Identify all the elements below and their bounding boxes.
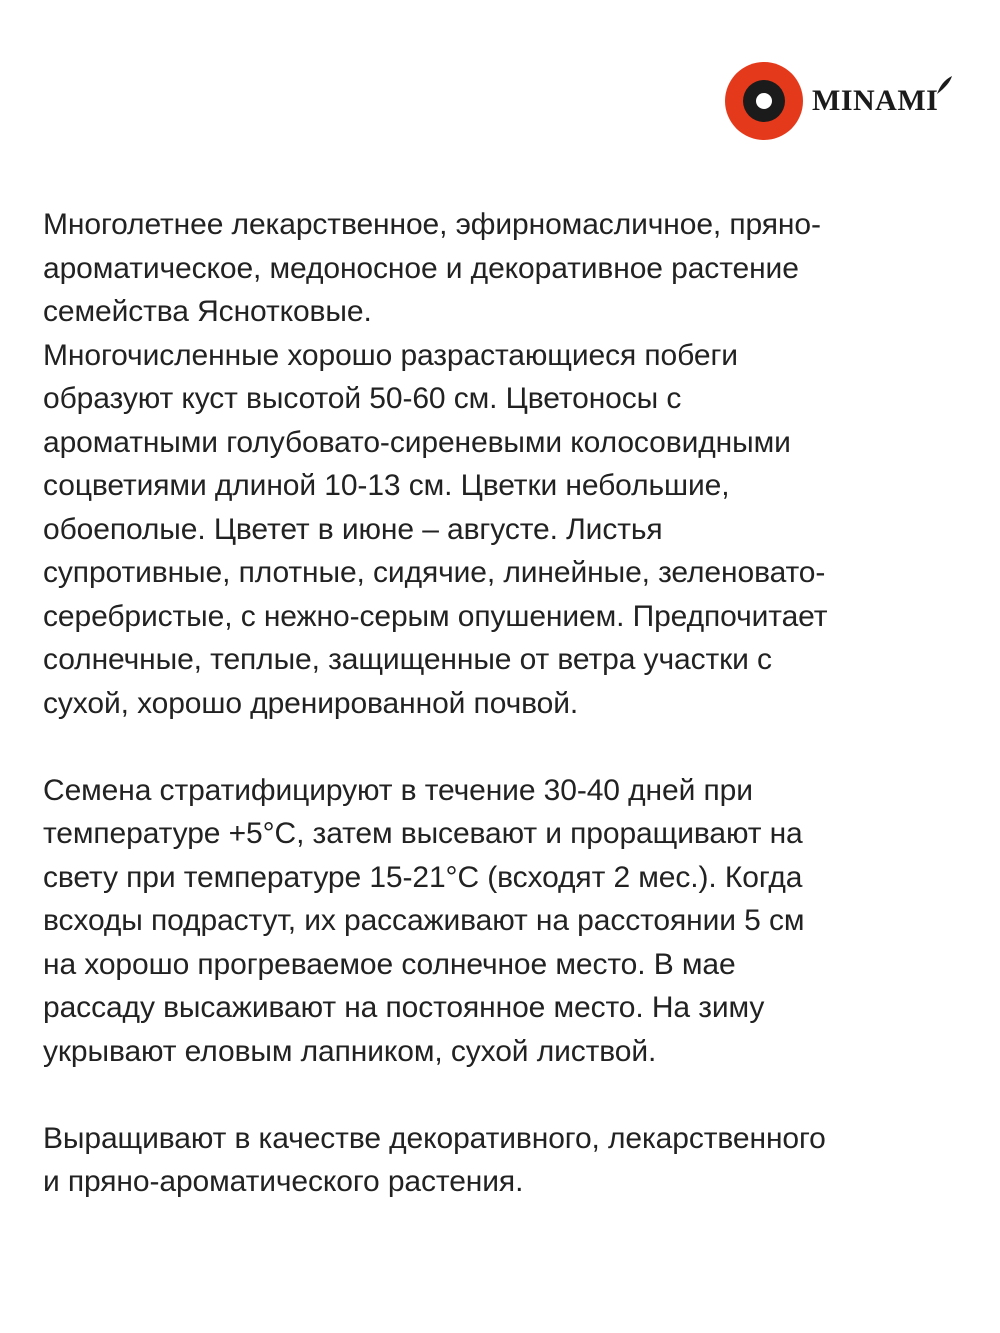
text-line: ароматическое, медоносное и декоративное растение (43, 251, 799, 285)
text-line: Многочисленные хорошо разрастающиеся побеги (43, 338, 738, 372)
text-line: свету при температуре 15-21°С (всходят 2 мес.). Когда (43, 860, 803, 894)
text-line: соцветиями длиной 10-13 см. Цветки небольшие, (43, 469, 730, 502)
text-line: температуре +5°С, затем высевают и проращивают на (43, 817, 803, 850)
text-line: супротивные, плотные, сидячие, линейные, зеленовато- (43, 556, 826, 589)
product-description (43, 203, 963, 1204)
text-line: на хорошо прогреваемое солнечное место. В мае (43, 947, 736, 981)
leaf-icon (934, 74, 954, 96)
description-paragraph-1 (43, 203, 963, 725)
text-line: обоеполые. Цветет в июне – августе. Листья (43, 512, 663, 546)
text-line: серебристые, с нежно-серым опушением. Предпочитает (43, 599, 828, 633)
description-paragraph-3 (43, 1117, 963, 1204)
text-line: семейства Яснотковые. (43, 295, 372, 328)
brand-logo (725, 62, 938, 140)
text-line: укрывают еловым лапником, сухой листвой. (43, 1034, 657, 1068)
brand-name (812, 86, 938, 116)
text-line: солнечные, теплые, защищенные от ветра участки с (43, 643, 772, 676)
text-line: Выращивают в качестве декоративного, лекарственного (43, 1121, 826, 1155)
text-line: рассаду высаживают на постоянное место. На зиму (43, 991, 765, 1024)
text-line: ароматными голубовато-сиреневыми колосовидными (43, 425, 791, 459)
text-line: и пряно-ароматического растения. (43, 1165, 524, 1198)
text-line: Семена стратифицируют в течение 30-40 дней при (43, 773, 753, 807)
text-line: всходы подрастут, их рассаживают на расстоянии 5 см (43, 904, 805, 937)
description-paragraph-2 (43, 769, 963, 1074)
text-line: Многолетнее лекарственное, эфирномасличное, пряно- (43, 208, 821, 241)
text-line: сухой, хорошо дренированной почвой. (43, 686, 579, 720)
minami-logo-icon (725, 62, 803, 140)
brand-name-text: MINAMI (812, 84, 939, 117)
text-line: образуют куст высотой 50-60 см. Цветоносы с (43, 382, 682, 415)
